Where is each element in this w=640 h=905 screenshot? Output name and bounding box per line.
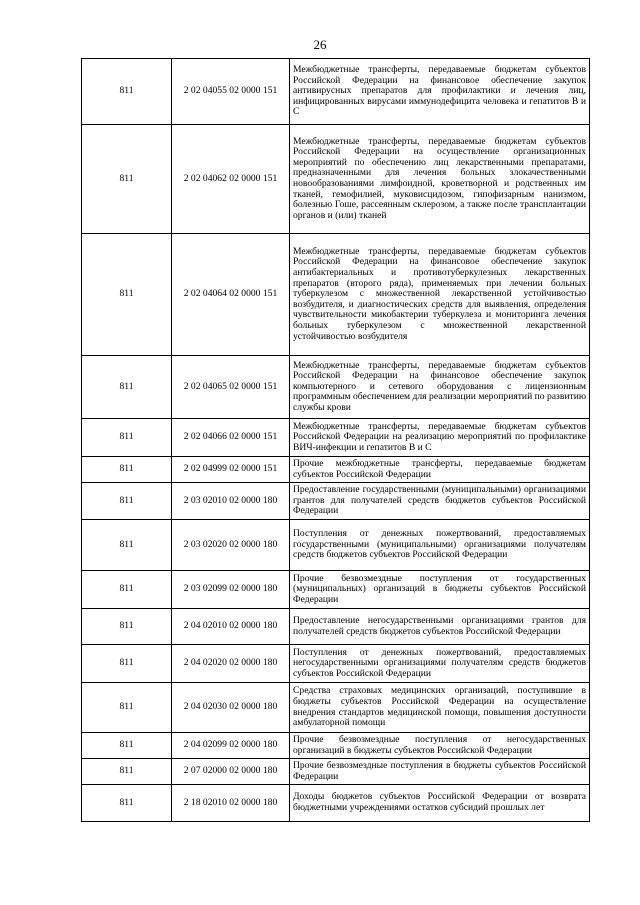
description-cell: Межбюджетные трансферты, передаваемые бюджетам субъектов Российской Федерации на осуществление организационных мероприятий по обеспечению лиц лекарственными препаратами, предназначенными для лечения больных злокачественными новообразованиями лимфоидной, кроветворной и родственных им тканей, гемофилией, муковисцидозом, гипофизарным нанизмом, болезнью Гоше, рассеянным склерозом, а также после трансплантации органов и (или) тканей <box>290 125 590 234</box>
admin-code-cell: 811 <box>82 419 172 457</box>
table-row <box>82 609 590 645</box>
table-row <box>82 419 590 457</box>
income-code-cell: 2 02 04064 02 0000 151 <box>172 234 290 356</box>
admin-code-cell: 811 <box>82 125 172 234</box>
table-row <box>82 483 590 520</box>
admin-code-cell: 811 <box>82 457 172 483</box>
admin-code-cell: 811 <box>82 234 172 356</box>
admin-code-cell: 811 <box>82 356 172 419</box>
description-cell: Поступления от денежных пожертвований, предоставляемых государственными (муниципальными) организациями получателям средств бюджетов субъектов Российской Федерации <box>290 520 590 571</box>
table-row <box>82 125 590 234</box>
admin-code-cell: 811 <box>82 785 172 822</box>
table-row <box>82 356 590 419</box>
income-code-cell: 2 04 02099 02 0000 180 <box>172 733 290 759</box>
table-row <box>82 59 590 125</box>
income-code-cell: 2 07 02000 02 0000 180 <box>172 759 290 785</box>
income-code-cell: 2 02 04062 02 0000 151 <box>172 125 290 234</box>
income-code-cell: 2 04 02020 02 0000 180 <box>172 645 290 683</box>
description-cell: Межбюджетные трансферты, передаваемые бюджетам субъектов Российской Федерации на финансовое обеспечение закупок антибактериальных и противотуберкулезных лекарственных препаратов (второго ряда), применяемых при лечении больных туберкулезом с множественной лекарственной устойчивостью возбудителя, и диагностических средств для выявления, определения чувствительности микобактерии туберкулеза и мониторинга лечения больных туберкулезом с множественной лекарственной устойчивостью возбудителя <box>290 234 590 356</box>
admin-code-cell: 811 <box>82 683 172 733</box>
description-cell: Предоставление государственными (муниципальными) организациями грантов для получателей средств бюджетов субъектов Российской Федерации <box>290 483 590 520</box>
table-row <box>82 645 590 683</box>
admin-code-cell: 811 <box>82 759 172 785</box>
table-row <box>82 520 590 571</box>
income-code-cell: 2 02 04065 02 0000 151 <box>172 356 290 419</box>
table-row <box>82 733 590 759</box>
admin-code-cell: 811 <box>82 483 172 520</box>
admin-code-cell: 811 <box>82 571 172 609</box>
table-row <box>82 457 590 483</box>
description-cell: Межбюджетные трансферты, передаваемые бюджетам субъектов Российской Федерации на финансовое обеспечение закупок антивирусных препаратов для профилактики и лечения лиц, инфицированных вирусами иммунодефицита человека и гепатитов В и С <box>290 59 590 125</box>
description-cell: Поступления от денежных пожертвований, предоставляемых негосударственными организациями получателям средств бюджетов субъектов Российской Федерации <box>290 645 590 683</box>
table-row <box>82 785 590 822</box>
income-code-cell: 2 03 02099 02 0000 180 <box>172 571 290 609</box>
income-code-cell: 2 02 04999 02 0000 151 <box>172 457 290 483</box>
income-code-cell: 2 03 02020 02 0000 180 <box>172 520 290 571</box>
table-row <box>82 759 590 785</box>
description-cell: Прочие межбюджетные трансферты, передаваемые бюджетам субъектов Российской Федерации <box>290 457 590 483</box>
description-cell: Доходы бюджетов субъектов Российской Федерации от возврата бюджетными учреждениями остатков субсидий прошлых лет <box>290 785 590 822</box>
admin-code-cell: 811 <box>82 59 172 125</box>
income-code-cell: 2 04 02030 02 0000 180 <box>172 683 290 733</box>
income-code-cell: 2 02 04055 02 0000 151 <box>172 59 290 125</box>
description-cell: Средства страховых медицинских организаций, поступившие в бюджеты субъектов Российской Федерации на осуществление внедрения стандартов медицинской помощи, повышения доступности амбулаторной помощи <box>290 683 590 733</box>
admin-code-cell: 811 <box>82 733 172 759</box>
table-row <box>82 234 590 356</box>
income-code-cell: 2 03 02010 02 0000 180 <box>172 483 290 520</box>
description-cell: Прочие безвозмездные поступления в бюджеты субъектов Российской Федерации <box>290 759 590 785</box>
table-row <box>82 683 590 733</box>
admin-code-cell: 811 <box>82 645 172 683</box>
budget-codes-table <box>81 58 590 822</box>
income-code-cell: 2 02 04066 02 0000 151 <box>172 419 290 457</box>
description-cell: Прочие безвозмездные поступления от негосударственных организаций в бюджеты субъектов Российской Федерации <box>290 733 590 759</box>
description-cell: Межбюджетные трансферты, передаваемые бюджетам субъектов Российской Федерации на финансовое обеспечение закупок компьютерного и сетевого оборудования с лицензионным программным обеспечением для реализации мероприятий по развитию службы крови <box>290 356 590 419</box>
income-code-cell: 2 18 02010 02 0000 180 <box>172 785 290 822</box>
table-row <box>82 571 590 609</box>
income-code-cell: 2 04 02010 02 0000 180 <box>172 609 290 645</box>
admin-code-cell: 811 <box>82 609 172 645</box>
description-cell: Межбюджетные трансферты, передаваемые бюджетам субъектов Российской Федерации на реализацию мероприятий по профилактике ВИЧ-инфекции и гепатитов В и С <box>290 419 590 457</box>
admin-code-cell: 811 <box>82 520 172 571</box>
description-cell: Прочие безвозмездные поступления от государственных (муниципальных) организаций в бюджеты субъектов Российской Федерации <box>290 571 590 609</box>
description-cell: Предоставление негосударственными организациями грантов для получателей средств бюджетов субъектов Российской Федерации <box>290 609 590 645</box>
page-number: 26 <box>313 37 327 52</box>
